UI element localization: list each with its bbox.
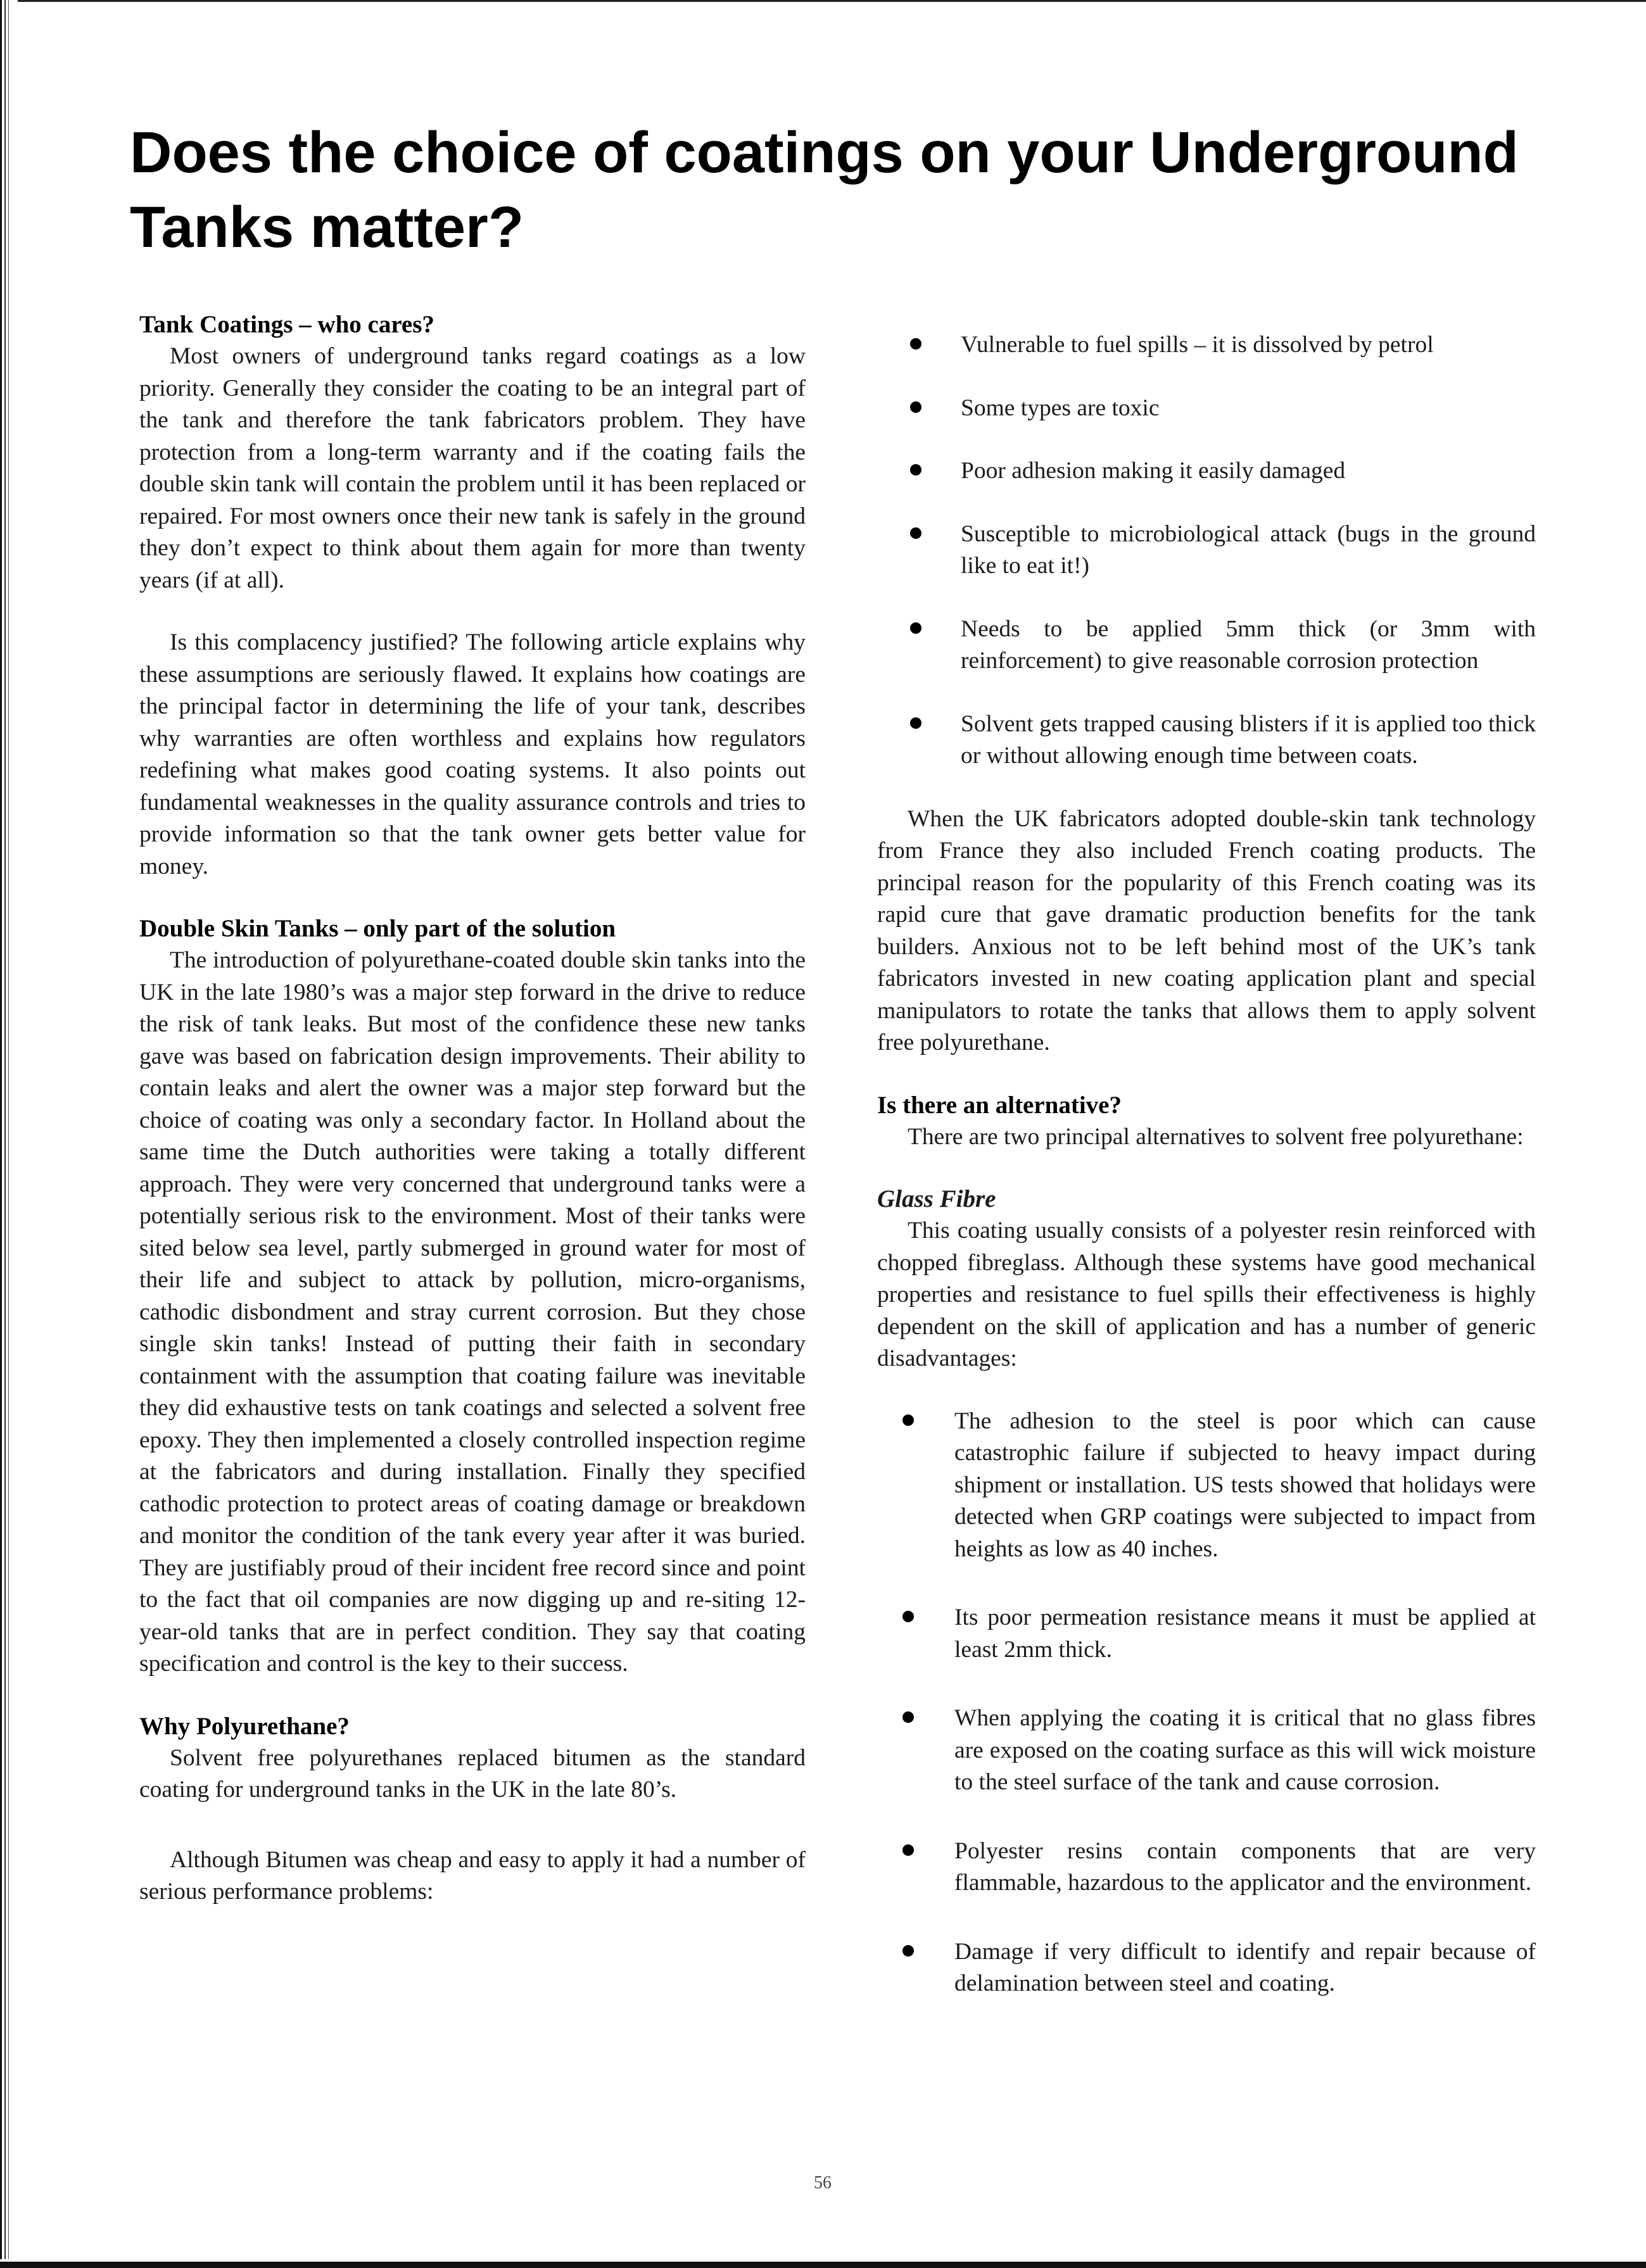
bullet-icon bbox=[910, 464, 921, 476]
list-item: Polyester resins contain components that are very flammable, hazardous to the applicator and the environment. bbox=[877, 1836, 1536, 1899]
bullet-icon bbox=[910, 622, 921, 634]
list-item: The adhesion to the steel is poor which can cause catastrophic failure if subjected to heavy impact during shipment or installation. US tests showed that holidays were detected when GRP coatings were subjected to impact from heights as low as 40 inches. bbox=[877, 1406, 1536, 1566]
list-item: When applying the coating it is critical that no glass fibres are exposed on the coating surface as this will wick moisture to the steel surface of the tank and cause corrosion. bbox=[877, 1703, 1536, 1799]
paragraph-tank-coatings-2: Is this complacency justified? The following article explains why these assumptions are seriously flawed. It explains how coatings are the principal factor in determining the life of your tank, describes why warranties are often worthless and explains how regulators redefining what makes good coating systems. It also points out fundamental weaknesses in the quality assurance controls and tries to provide information so that the tank owner gets better value for money. bbox=[139, 629, 806, 879]
right-column bbox=[877, 329, 1536, 2037]
paragraph-double-skin: The introduction of polyurethane-coated double skin tanks into the UK in the late 1980’s was a major step forward in the drive to reduce the risk of tank leaks. But most of the confidence these new tanks gave was based on fabrication design improvements. Their ability to contain leaks and alert the owner was a major step forward but the choice of coating was only a secondary factor. In Holland about the same time the Dutch authorities were taking a totally different approach. They were very concerned that underground tanks were a potentially serious risk to the environment. Most of their tanks were sited below sea level, partly submerged in ground water for most of their life and subject to attack by pollution, micro-organisms, cathodic disbondment and stray current corrosion. But they chose single skin tanks! Instead of putting their faith in secondary containment with the assumption that coating failure was inevitable they did exhaustive tests on tank coatings and selected a solvent free epoxy. They then implemented a closely controlled inspection regime at the fabricators and during installation. Finally they specified cathodic protection to protect areas of coating damage or breakdown and monitor the condition of the tank every year after it was buried. They are justifiably proud of their incident free record since and point to the fact that oil companies are now digging up and re-siting 12-year-old tanks that are in perfect condition. They say that coating specification and control is the key to their success. bbox=[139, 947, 806, 1677]
glass-fibre-disadvantages-list bbox=[877, 1406, 1536, 2000]
bullet-icon bbox=[902, 1711, 914, 1723]
bullet-icon bbox=[902, 1945, 914, 1956]
scan-edge-bottom bbox=[0, 2259, 1646, 2268]
paragraph-glass-fibre: This coating usually consists of a polyester resin reinforced with chopped fibreglass. Although these systems have good mechanical properties and resistance to fuel spills their effectiveness is highly dependent on the skill of application and has a number of generic disadvantages: bbox=[877, 1218, 1536, 1371]
paragraph-french-coating: When the UK fabricators adopted double-skin tank technology from France they also included French coating products. The principal reason for the popularity of this French coating was its rapid cure that gave dramatic production benefits for the tank builders. Anxious not to be left behind most of the UK’s tank fabricators invested in new coating application plant and special manipulators to rotate the tanks that allows them to apply solvent free polyurethane. bbox=[877, 805, 1536, 1055]
section-heading-alternative: Is there an alternative? bbox=[877, 1091, 1122, 1119]
section-heading-glass-fibre: Glass Fibre bbox=[877, 1185, 996, 1213]
list-item: Its poor permeation resistance means it must be applied at least 2mm thick. bbox=[877, 1602, 1536, 1666]
page-title: Does the choice of coatings on your Underground Tanks matter? bbox=[130, 120, 1519, 260]
bullet-icon bbox=[902, 1844, 914, 1856]
paragraph-why-polyurethane-2: Although Bitumen was cheap and easy to apply it had a number of serious performance problems: bbox=[139, 1846, 806, 1905]
scan-edge-top bbox=[0, 0, 1646, 2]
page-number: 56 bbox=[814, 2173, 832, 2193]
list-item: Needs to be applied 5mm thick (or 3mm with reinforcement) to give reasonable corrosion protection bbox=[877, 614, 1536, 677]
section-heading-tank-coatings: Tank Coatings – who cares? bbox=[139, 311, 434, 338]
bullet-icon bbox=[902, 1414, 914, 1426]
paragraph-why-polyurethane-1: Solvent free polyurethanes replaced bitumen as the standard coating for underground tanks in the UK in the late 80’s. bbox=[139, 1744, 806, 1803]
bullet-icon bbox=[910, 401, 921, 413]
section-heading-why-polyurethane: Why Polyurethane? bbox=[139, 1712, 350, 1740]
list-item: Damage if very difficult to identify and repair because of delamination between steel and coating. bbox=[877, 1936, 1536, 2000]
paragraph-tank-coatings-1: Most owners of underground tanks regard coatings as a low priority. Generally they consider the coating to be an integral part of the tank and therefore the tank fabricators problem. They have protection from a long-term warranty and if the coating fails the double skin tank will contain the problem until it has been replaced or repaired. For most owners once their new tank is safely in the ground they don’t expect to think about them again for more than twenty years (if at all). bbox=[139, 343, 806, 593]
bullet-icon bbox=[910, 338, 921, 350]
list-item: Some types are toxic bbox=[877, 393, 1536, 425]
list-item: Solvent gets trapped causing blisters if it is applied too thick or without allowing enough time between coats. bbox=[877, 709, 1536, 772]
left-column bbox=[139, 309, 806, 1908]
scan-edge-left bbox=[0, 0, 18, 2268]
list-item: Poor adhesion making it easily damaged bbox=[877, 455, 1536, 488]
bitumen-problems-list bbox=[877, 329, 1536, 772]
list-item: Vulnerable to fuel spills – it is dissolved by petrol bbox=[877, 329, 1536, 362]
list-item: Susceptible to microbiological attack (bugs in the ground like to eat it!) bbox=[877, 519, 1536, 583]
bullet-icon bbox=[902, 1611, 914, 1622]
section-heading-double-skin: Double Skin Tanks – only part of the solution bbox=[139, 915, 616, 942]
bullet-icon bbox=[910, 717, 921, 729]
bullet-icon bbox=[910, 527, 921, 539]
paragraph-alternative: There are two principal alternatives to solvent free polyurethane: bbox=[908, 1123, 1524, 1150]
